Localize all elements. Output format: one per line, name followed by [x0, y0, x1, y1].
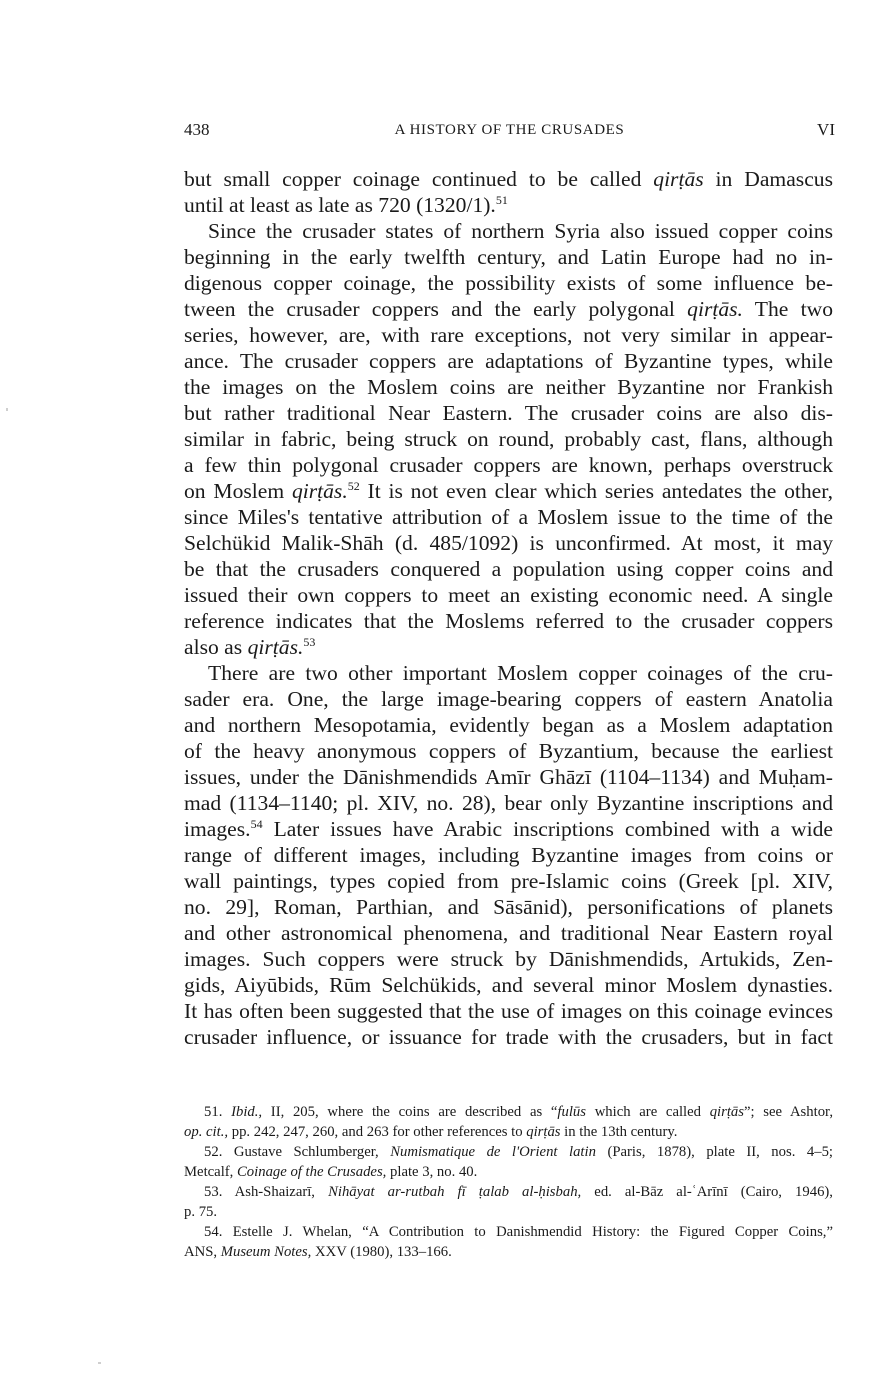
- text-line: crusader influence, or issuance for trade with the crusaders, but in fact: [184, 1025, 833, 1049]
- text-line: similar in fabric, being struck on round, probably cast, flans, although: [184, 427, 833, 451]
- text-line: Selchükid Malik-Shāh (d. 485/1092) is unconfirmed. At most, it may: [184, 531, 833, 555]
- running-title: A HISTORY OF THE CRUSADES: [394, 122, 625, 138]
- text-line: but small copper coinage continued to be called qirṭās in Damascus: [184, 167, 833, 191]
- text-line: but rather traditional Near Eastern. The crusader coins are also dis-: [184, 401, 833, 425]
- text-line: no. 29], Roman, Parthian, and Sāsānid), personifications of planets: [184, 895, 833, 919]
- paragraph-3: [184, 660, 833, 1050]
- text-line: reference indicates that the Moslems referred to the crusader coppers: [184, 609, 833, 633]
- text-line: gids, Aiyūbids, Rūm Selchükids, and several minor Moslem dynasties.: [184, 973, 833, 997]
- text-line: 54. Estelle J. Whelan, “A Contribution to Danishmendid History: the Figured Copper Coins,”: [204, 1224, 833, 1240]
- text-line: digenous copper coinage, the possibility exists of some influence be-: [184, 271, 833, 295]
- text-line: 53. Ash-Shaizarī, Nihāyat ar-rutbah fī ṭalab al-ḥisbah, ed. al-Bāz al-ʿArīnī (Cairo, 1946),: [204, 1184, 833, 1200]
- scan-speck: [6, 408, 8, 411]
- text-line: ance. The crusader coppers are adaptations of Byzantine types, while: [184, 349, 833, 373]
- text-line: 51. Ibid., II, 205, where the coins are described as “fulūs which are called qirṭās”; see Ashtor,: [204, 1104, 834, 1120]
- text-line: series, however, are, with rare exceptions, not very similar in appear-: [184, 323, 833, 347]
- footnote-53: [184, 1182, 833, 1222]
- text-line: It has often been suggested that the use of images on this coinage evinces: [184, 999, 833, 1023]
- text-line: images. Such coppers were struck by Dānishmendids, Artukids, Zen-: [184, 947, 833, 971]
- text-line: There are two other important Moslem copper coinages of the cru-: [208, 661, 833, 685]
- footnote-51: [184, 1102, 833, 1142]
- footnotes: [184, 1102, 833, 1262]
- text-line: since Miles's tentative attribution of a Moslem issue to the time of the: [184, 505, 833, 529]
- footnote-52: [184, 1142, 833, 1182]
- text-line: a few thin polygonal crusader coppers are known, perhaps overstruck: [184, 453, 833, 477]
- text-line: of the heavy anonymous coppers of Byzantium, because the earliest: [184, 739, 833, 763]
- text-line: also as qirṭās.$^{53}$: [184, 635, 316, 659]
- text-line: tween the crusader coppers and the early polygonal qirṭās. The two: [184, 297, 834, 321]
- text-line: wall paintings, types copied from pre-Islamic coins (Greek [pl. XIV,: [184, 869, 833, 893]
- text-line: op. cit., pp. 242, 247, 260, and 263 for other references to qirṭās in the 13th century.: [184, 1124, 678, 1140]
- text-line: p. 75.: [184, 1204, 218, 1220]
- running-head: [184, 119, 835, 141]
- scan-speck: [98, 1362, 101, 1364]
- text-line: be that the crusaders conquered a population using copper coins and: [184, 557, 833, 581]
- text-line: until at least as late as 720 (1320/1).$^{51}$: [184, 193, 508, 217]
- text-line: range of different images, including Byzantine images from coins or: [184, 843, 833, 867]
- text-line: beginning in the early twelfth century, and Latin Europe had no in-: [184, 245, 833, 269]
- text-line: 52. Gustave Schlumberger, Numismatique de l'Orient latin (Paris, 1878), plate II, nos. 4–5;: [204, 1144, 833, 1160]
- text-line: and northern Mesopotamia, evidently began as a Moslem adaptation: [184, 713, 833, 737]
- text-line: Since the crusader states of northern Syria also issued copper coins: [208, 219, 833, 243]
- paragraph-1: [184, 166, 833, 218]
- body-text: [184, 166, 833, 1050]
- text-line: ANS, Museum Notes, XXV (1980), 133–166.: [184, 1244, 452, 1260]
- text-line: Metcalf, Coinage of the Crusades, plate 3, no. 40.: [184, 1164, 478, 1180]
- text-line: issued their own coppers to meet an existing economic need. A single: [184, 583, 833, 607]
- text-line: images.$^{54}$ Later issues have Arabic inscriptions combined with a wide: [184, 817, 833, 841]
- volume-number: VI: [817, 120, 835, 139]
- footnote-54: [184, 1222, 833, 1262]
- text-line: and other astronomical phenomena, and traditional Near Eastern royal: [184, 921, 833, 945]
- text-line: mad (1134–1140; pl. XIV, no. 28), bear only Byzantine inscriptions and: [184, 791, 833, 815]
- page-number: 438: [184, 120, 210, 139]
- text-line: issues, under the Dānishmendids Amīr Ghāzī (1104–1134) and Muḥam-: [184, 765, 833, 789]
- text-line: on Moslem qirṭās.$^{52}$ It is not even clear which series antedates the other,: [184, 479, 833, 503]
- paragraph-2: [184, 218, 833, 660]
- text-line: the images on the Moslem coins are neither Byzantine nor Frankish: [184, 375, 833, 399]
- text-line: sader era. One, the large image-bearing coppers of eastern Anatolia: [184, 687, 833, 711]
